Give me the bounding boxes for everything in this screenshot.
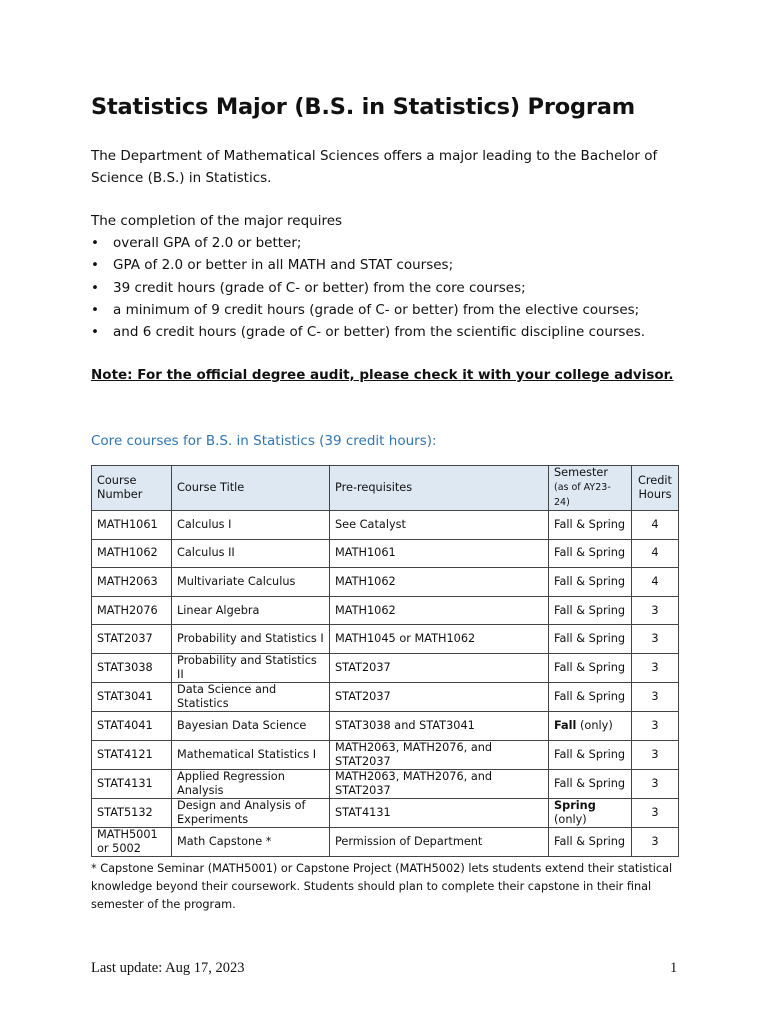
semester-cell	[549, 827, 632, 856]
credit-hours-cell: 3	[632, 740, 679, 769]
prerequisites-cell: STAT2037	[330, 653, 549, 682]
semester-cell	[549, 625, 632, 654]
course-title-cell: Linear Algebra	[172, 596, 330, 625]
semester-cell	[549, 568, 632, 597]
table-row	[92, 568, 679, 597]
semester-cell	[549, 682, 632, 711]
table-row	[92, 682, 679, 711]
intro-paragraph: The Department of Mathematical Sciences offers a major leading to the Bachelor of Science (B.S.) in Statistics.	[91, 148, 658, 186]
course-number-cell: STAT2037	[92, 625, 172, 654]
course-title-cell: Math Capstone *	[172, 827, 330, 856]
course-title-cell: Calculus II	[172, 539, 330, 568]
table-body	[92, 511, 679, 857]
semester-cell	[549, 596, 632, 625]
core-courses-heading: Core courses for B.S. in Statistics (39 credit hours):	[91, 433, 437, 449]
course-number-cell: MATH1062	[92, 539, 172, 568]
semester-cell	[549, 711, 632, 740]
prerequisites-cell: STAT2037	[330, 682, 549, 711]
requirements-list	[91, 232, 645, 343]
course-number-cell: MATH2063	[92, 568, 172, 597]
course-title-cell: Design and Analysis of Experiments	[172, 798, 330, 827]
semester-text: Fall & Spring	[554, 517, 626, 531]
column-header-credit-hours: Credit Hours	[632, 466, 679, 511]
course-title-cell: Applied Regression Analysis	[172, 769, 330, 798]
semester-text: (only)	[576, 718, 613, 732]
prerequisites-cell: Permission of Department	[330, 827, 549, 856]
table-row	[92, 511, 679, 540]
advisor-note: Note: For the official degree audit, please check it with your college advisor.	[91, 367, 674, 383]
credit-hours-cell: 3	[632, 682, 679, 711]
course-title-cell: Probability and Statistics I	[172, 625, 330, 654]
credit-hours-cell: 3	[632, 798, 679, 827]
semester-text: Fall & Spring	[554, 603, 626, 617]
credit-hours-cell: 3	[632, 625, 679, 654]
bullet-icon: •	[91, 279, 99, 296]
table-row	[92, 740, 679, 769]
credit-hours-cell: 4	[632, 511, 679, 540]
course-number-cell: STAT4041	[92, 711, 172, 740]
capstone-footnote: * Capstone Seminar (MATH5001) or Capstone Project (MATH5002) lets students extend their statistical knowledge beyond their coursework. Students should plan to complete their capstone in their final semester of the program.	[91, 862, 673, 911]
requirement-item: • GPA of 2.0 or better in all MATH and STAT courses;	[91, 254, 645, 276]
credit-hours-cell: 3	[632, 827, 679, 856]
credit-hours-cell: 4	[632, 539, 679, 568]
course-number-cell: MATH1061	[92, 511, 172, 540]
requirements-lead: The completion of the major requires	[91, 213, 343, 229]
credit-hours-cell: 3	[632, 653, 679, 682]
course-title-cell: Mathematical Statistics I	[172, 740, 330, 769]
column-header-course-title: Course Title	[172, 466, 330, 511]
semester-cell	[549, 769, 632, 798]
semester-text: Fall & Spring	[554, 546, 626, 560]
course-number-cell: STAT5132	[92, 798, 172, 827]
prerequisites-cell: See Catalyst	[330, 511, 549, 540]
semester-emphasis: Fall	[554, 718, 577, 732]
course-title-cell: Calculus I	[172, 511, 330, 540]
course-number-cell: MATH5001 or 5002	[92, 827, 172, 856]
requirement-item: • a minimum of 9 credit hours (grade of C- or better) from the elective courses;	[91, 299, 645, 321]
bullet-icon: •	[91, 257, 99, 274]
semester-cell	[549, 740, 632, 769]
requirement-item: • and 6 credit hours (grade of C- or better) from the scientific discipline courses.	[91, 321, 645, 343]
course-number-cell: STAT4121	[92, 740, 172, 769]
prerequisites-cell: MATH1061	[330, 539, 549, 568]
semester-cell	[549, 798, 632, 827]
course-title-cell: Bayesian Data Science	[172, 711, 330, 740]
course-number-cell: STAT4131	[92, 769, 172, 798]
table-row	[92, 827, 679, 856]
prerequisites-cell: STAT4131	[330, 798, 549, 827]
semester-text: Fall & Spring	[554, 834, 626, 848]
course-title-cell: Probability and Statistics II	[172, 653, 330, 682]
course-title-cell: Multivariate Calculus	[172, 568, 330, 597]
last-update: Last update: Aug 17, 2023	[91, 960, 245, 976]
page-title: Statistics Major (B.S. in Statistics) Program	[91, 94, 636, 120]
credit-hours-cell: 3	[632, 769, 679, 798]
course-number-cell: STAT3041	[92, 682, 172, 711]
course-title-cell: Data Science and Statistics	[172, 682, 330, 711]
credit-hours-cell: 3	[632, 596, 679, 625]
page-number: 1	[670, 960, 678, 976]
table-header-row	[92, 466, 679, 511]
prerequisites-cell: MATH1045 or MATH1062	[330, 625, 549, 654]
column-header-semester: Semester (as of AY23-24)	[549, 466, 632, 511]
semester-cell	[549, 511, 632, 540]
column-header-course-number: Course Number	[92, 466, 172, 511]
bullet-icon: •	[91, 324, 99, 341]
semester-emphasis: Spring	[554, 798, 596, 812]
semester-cell	[549, 653, 632, 682]
prerequisites-cell: STAT3038 and STAT3041	[330, 711, 549, 740]
table-row	[92, 711, 679, 740]
semester-text: Fall & Spring	[554, 632, 626, 646]
semester-text: Fall & Spring	[554, 689, 626, 703]
table-row	[92, 769, 679, 798]
semester-text: (only)	[554, 812, 587, 826]
semester-text: Fall & Spring	[554, 776, 626, 790]
table-row	[92, 596, 679, 625]
prerequisites-cell: MATH1062	[330, 596, 549, 625]
course-number-cell: MATH2076	[92, 596, 172, 625]
credit-hours-cell: 3	[632, 711, 679, 740]
prerequisites-cell: MATH2063, MATH2076, and STAT2037	[330, 740, 549, 769]
semester-text: Fall & Spring	[554, 747, 626, 761]
bullet-icon: •	[91, 235, 99, 251]
course-number-cell: STAT3038	[92, 653, 172, 682]
prerequisites-cell: MATH1062	[330, 568, 549, 597]
core-courses-table	[91, 465, 679, 857]
semester-text: Fall & Spring	[554, 574, 626, 588]
requirement-item: • 39 credit hours (grade of C- or better) from the core courses;	[91, 277, 645, 299]
table-row	[92, 798, 679, 827]
table-row	[92, 539, 679, 568]
requirement-item: • overall GPA of 2.0 or better;	[91, 232, 645, 254]
prerequisites-cell: MATH2063, MATH2076, and STAT2037	[330, 769, 549, 798]
credit-hours-cell: 4	[632, 568, 679, 597]
semester-text: Fall & Spring	[554, 660, 626, 674]
column-header-prerequisites: Pre-requisites	[330, 466, 549, 511]
table-row	[92, 653, 679, 682]
bullet-icon: •	[91, 301, 99, 318]
semester-cell	[549, 539, 632, 568]
table-row	[92, 625, 679, 654]
